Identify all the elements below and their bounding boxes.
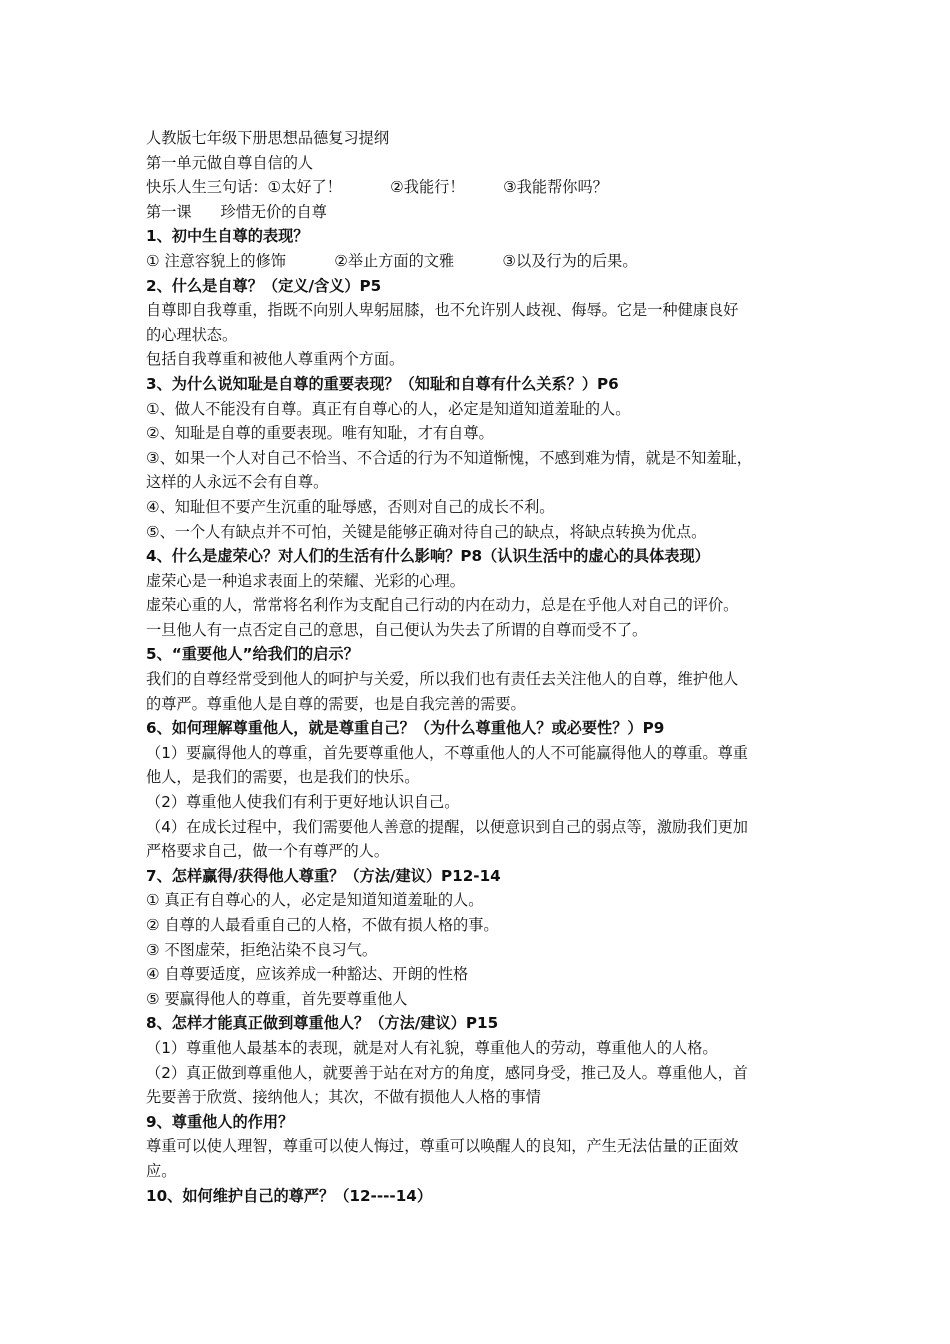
text-line: 第一单元做自尊自信的人	[146, 153, 314, 172]
text-line: 我们的自尊经常受到他人的呵护与关爱，所以我们也有责任去关注他人的自尊，维护他人	[146, 670, 739, 689]
text-line: 这样的人永远不会有自尊。	[146, 473, 329, 492]
question-heading: 5、“重要他人”给我们的启示？	[146, 645, 359, 664]
text-line: ①、做人不能没有自尊。真正有自尊心的人，必定是知道知道羞耻的人。	[146, 399, 631, 418]
text-line: 他人，是我们的需要，也是我们的快乐。	[146, 768, 420, 787]
text-line: （1）要赢得他人的尊重，首先要尊重他人，不尊重他人的人不可能赢得他人的尊重。尊重	[146, 743, 748, 762]
text-line: 虚荣心重的人，常常将名利作为支配自己行动的内在动力，总是在乎他人对自己的评价。	[146, 596, 739, 615]
text-line: ④ 自尊要适度，应该养成一种豁达、开朗的性格	[146, 965, 469, 984]
text-line: ② 自尊的人最看重自己的人格，不做有损人格的事。	[146, 916, 499, 934]
text-line: （2）尊重他人使我们有利于更好地认识自己。	[146, 793, 460, 812]
question-heading: 8、怎样才能真正做到尊重他人？（方法/建议）P15	[146, 1014, 499, 1033]
question-heading: 3、为什么说知耻是自尊的重要表现？（知耻和自尊有什么关系？）P6	[146, 374, 619, 393]
text-line: 严格要求自己，做一个有尊严的人。	[146, 842, 389, 861]
text-line: （4）在成长过程中，我们需要他人善意的提醒，以便意识到自己的弱点等，激励我们更加	[146, 817, 748, 836]
text-line: ⑤、一个人有缺点并不可怕，关键是能够正确对待自己的缺点，将缺点转换为优点。	[146, 522, 707, 541]
text-line: 第一课 珍惜无价的自尊	[146, 202, 327, 221]
text-line: 虚荣心是一种追求表面上的荣耀、光彩的心理。	[146, 571, 465, 590]
question-heading: 6、如何理解尊重他人，就是尊重自己？（为什么尊重他人？或必要性？）P9	[146, 719, 665, 738]
document-body	[146, 126, 826, 1208]
text-line: 的尊严。尊重他人是自尊的需要，也是自我完善的需要。	[146, 694, 526, 713]
text-line: 自尊即自我尊重，指既不向别人卑躬屈膝，也不允许别人歧视、侮辱。它是一种健康良好	[146, 301, 739, 320]
text-line: 快乐人生三句话：①太好了！ ②我能行！ ③我能帮你吗？	[146, 178, 608, 197]
question-heading: 4、什么是虚荣心？对人们的生活有什么影响？P8（认识生活中的虚心的具体表现）	[146, 547, 710, 566]
question-heading: 1、初中生自尊的表现？	[146, 227, 309, 246]
text-line: （2）真正做到尊重他人，就要善于站在对方的角度，感同身受，推己及人。尊重他人，首	[146, 1063, 748, 1082]
text-line: 先要善于欣赏、接纳他人；其次，不做有损他人人格的事情	[146, 1088, 541, 1107]
text-line: ④、知耻但不要产生沉重的耻辱感，否则对自己的成长不利。	[146, 497, 555, 516]
question-heading: 9、尊重他人的作用？	[146, 1112, 294, 1131]
text-line: 应。	[146, 1161, 177, 1180]
text-line: 包括自我尊重和被他人尊重两个方面。	[146, 350, 405, 369]
text-line: ③ 不图虚荣，拒绝沾染不良习气。	[146, 940, 378, 959]
text-line: ⑤ 要赢得他人的尊重，首先要尊重他人	[146, 989, 408, 1008]
question-heading: 7、怎样赢得/获得他人尊重？（方法/建议）P12-14	[146, 866, 501, 885]
text-line: ① 真正有自尊心的人，必定是知道知道羞耻的人。	[146, 891, 484, 910]
text-line: ③、如果一个人对自己不恰当、不合适的行为不知道惭愧，不感到难为情，就是不知羞耻，	[146, 448, 752, 467]
text-line: ②、知耻是自尊的重要表现。唯有知耻，才有自尊。	[146, 424, 494, 443]
question-heading: 10、如何维护自己的尊严？（12----14）	[146, 1186, 433, 1205]
text-line: 尊重可以使人理智，尊重可以使人悔过，尊重可以唤醒人的良知，产生无法估量的正面效	[146, 1137, 739, 1156]
text-line: 一旦他人有一点否定自己的意思，自己便认为失去了所谓的自尊而受不了。	[146, 620, 648, 639]
text-line: （1）尊重他人最基本的表现，就是对人有礼貌，尊重他人的劳动，尊重他人的人格。	[146, 1038, 718, 1057]
question-heading: 2、什么是自尊？（定义/含义）P5	[146, 276, 382, 295]
text-line: ① 注意容貌上的修饰 ②举止方面的文雅 ③以及行为的后果。	[146, 251, 638, 270]
text-line: 人教版七年级下册思想品德复习提纲	[146, 129, 389, 147]
text-line: 的心理状态。	[146, 325, 238, 344]
